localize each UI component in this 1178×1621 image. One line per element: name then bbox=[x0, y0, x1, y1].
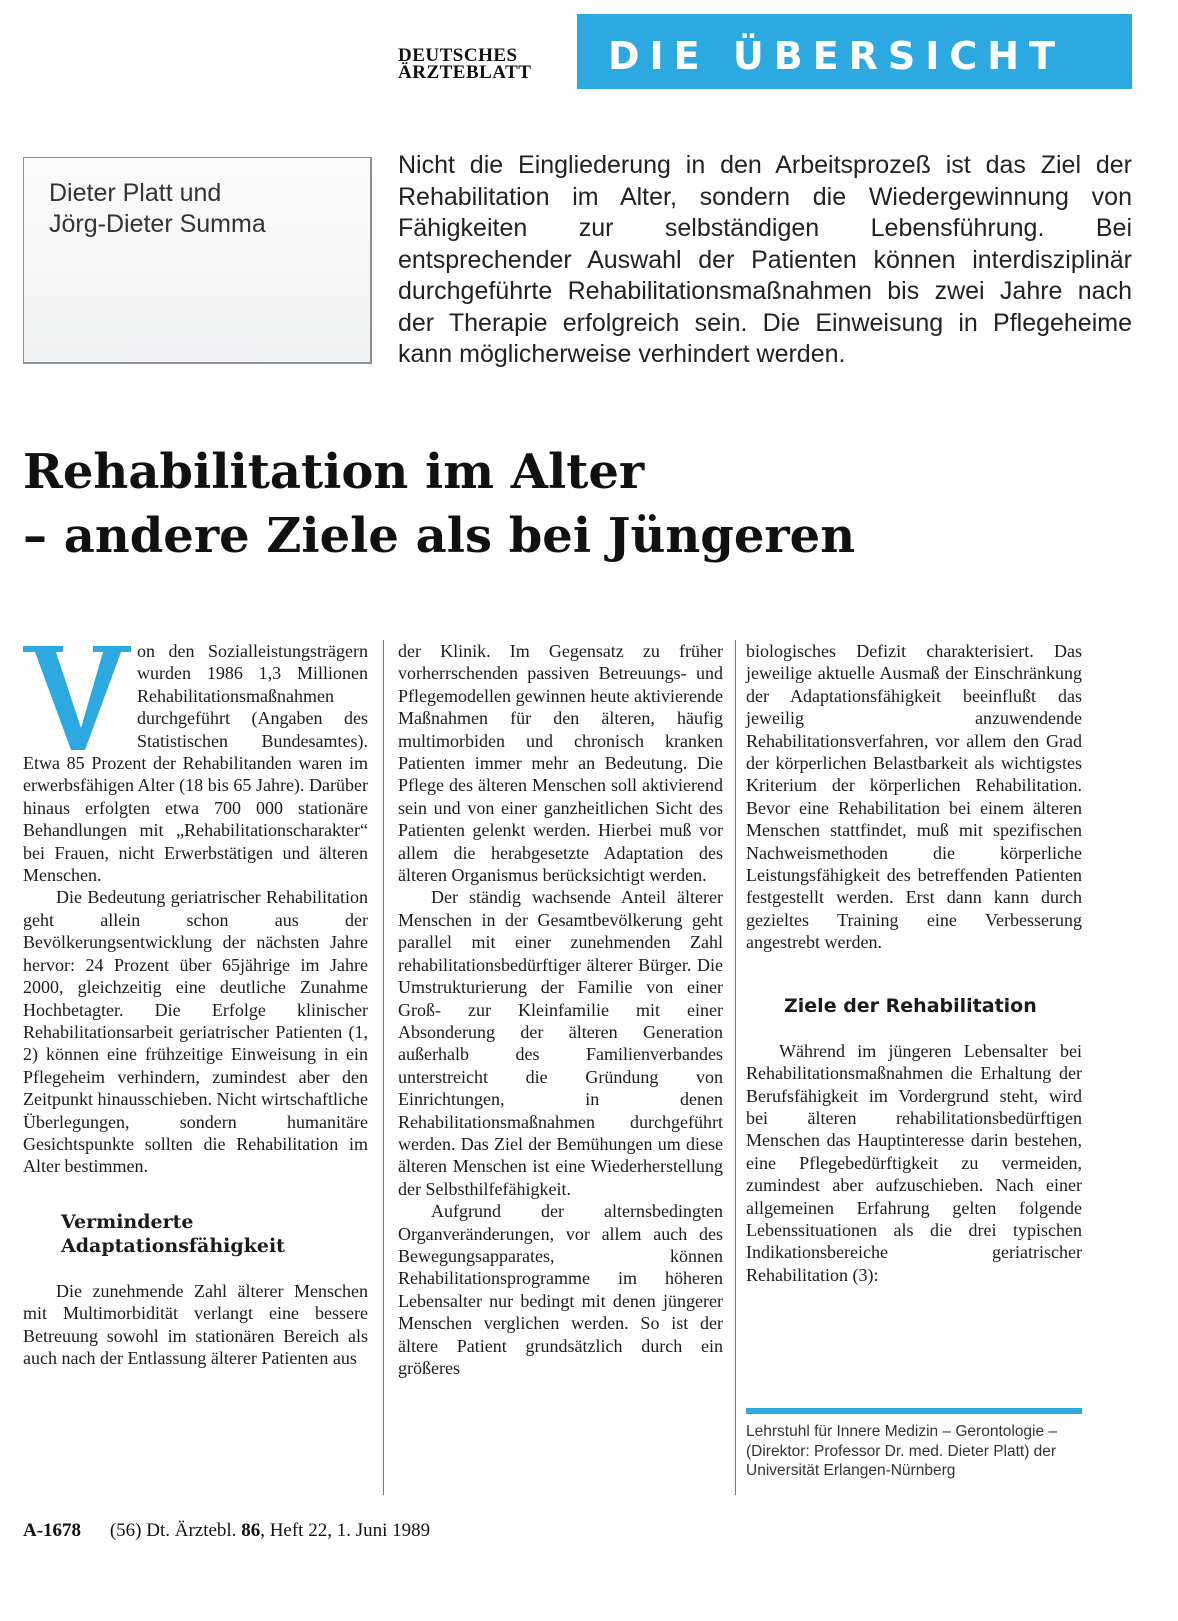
paragraph: on den Sozialleistungsträgern wurden 1986 1,3 Millionen Rehabilitationsmaßnahmen durchgeführt (Angaben des Statistischen Bundesamtes). Etwa 85 Prozent der Rehabilitanden waren im erwerbsfähigen Alter (18 bis 65 Jahre). Darüber hinaus erfolgten etwa 700 000 stationäre Behandlungen mit „Rehabilitationscharakter“ bei Frauen, nicht Erwerbstätigen und älteren Menschen. bbox=[23, 641, 368, 886]
masthead-line2: ÄRZTEBLATT bbox=[398, 62, 532, 83]
masthead-line1: DEUTSCHES bbox=[398, 45, 518, 66]
section-banner bbox=[577, 14, 1132, 89]
paragraph: der Klinik. Im Gegensatz zu früher vorherrschenden passiven Betreuungs- und Pflegemodellen gewinnen heute aktivierende Maßnahmen für den älteren, häufig multimorbiden und chronisch kranken Patienten immer mehr an Bedeutung. Die Pflege des älteren Menschen soll aktivierend sein und von einer ganzheitlichen Sicht des Patienten gelenkt werden. Hierbei muß vor allem die herabgesetzte Adaptation des älteren Organismus berücksichtigt werden. bbox=[398, 641, 723, 886]
affiliation-box bbox=[746, 1408, 1082, 1481]
column-divider-2 bbox=[735, 640, 736, 1495]
section-banner-label: DIE ÜBERSICHT bbox=[608, 34, 1066, 78]
subheading: Ziele der Rehabilitation bbox=[784, 994, 1037, 1017]
title-line1: Rehabilitation im Alter bbox=[23, 444, 645, 500]
affiliation-text: Lehrstuhl für Innere Medizin – Gerontologie – (Direktor: Professor Dr. med. Dieter Platt) der Universität Erlangen-Nürnberg bbox=[746, 1423, 1058, 1479]
subheading-line2: Adaptationsfähigkeit bbox=[61, 1234, 285, 1257]
text-column-2 bbox=[398, 640, 723, 1379]
issue-date: , Heft 22, 1. Juni 1989 bbox=[260, 1520, 431, 1541]
subheading bbox=[61, 1210, 368, 1258]
paragraph: Die zunehmende Zahl älterer Menschen mit Multimorbidität verlangt eine bessere Betreuung sowohl im stationären Bereich als auch nach der Entlassung älterer Patienten aus bbox=[23, 1280, 368, 1368]
paragraph: Die Bedeutung geriatrischer Rehabilitation geht allein schon aus der Bevölkerungsentwicklung der nächsten Jahre hervor: 24 Prozent über 65jährige im Jahre 2000, gleichzeitig eine deutliche Zunahme Hochbetagter. Die Erfolge klinischer Rehabilitationsarbeit geriatrischer Patienten (1, 2) können eine frühzeitige Einweisung in ein Pflegeheim verhindern, zumindest aber den Zeitpunkt hinausschieben. Nicht wirtschaftliche Überlegungen, sondern humanitäre Gesichtspunkte sollten die Rehabilitation im Alter bestimmen. bbox=[23, 887, 368, 1177]
text-column-1 bbox=[23, 640, 368, 1369]
drop-cap bbox=[23, 642, 131, 752]
text-column-3 bbox=[746, 640, 1082, 1286]
journal-masthead bbox=[398, 47, 548, 81]
page-footer bbox=[23, 1520, 430, 1542]
issue-info: (56) Dt. Ärztebl. bbox=[109, 1520, 237, 1541]
column-divider-1 bbox=[383, 640, 384, 1495]
abstract: Nicht die Eingliederung in den Arbeitsprozeß ist das Ziel der Rehabilitation im Alter, sondern die Wiedergewinnung von Fähigkeiten zur selbständigen Lebensführung. Bei entsprechender Auswahl der Patienten können interdisziplinär durchgeführte Rehabilitationsmaßnahmen bis zwei Jahre nach der Therapie erfolgreich sein. Die Einweisung in Pflegeheime kann möglicherweise verhindert werden. bbox=[398, 151, 1132, 368]
article-title bbox=[23, 440, 1123, 568]
paragraph: Aufgrund der alternsbedingten Organveränderungen, vor allem auch des Bewegungsapparates, können Rehabilitationsprogramme im höheren Lebensalter nur bedingt mit denen jüngerer Menschen verglichen werden. So ist der ältere Patient grundsätzlich durch ein größeres bbox=[398, 1201, 723, 1378]
paragraph: Der ständig wachsende Anteil älterer Menschen in der Gesamtbevölkerung geht parallel mit einer zunehmenden Zahl rehabilitationsbedürftiger älterer Bürger. Die Umstrukturierung der Familie von einer Groß- zur Kleinfamilie mit einer Absonderung der älteren Generation außerhalb des Familienverbandes unterstreicht die Gründung von Einrichtungen, in denen Rehabilitationsmaßnahmen durchgeführt werden. Das Ziel der Bemühungen um diese älteren Menschen ist eine Wiederherstellung der Selbsthilfefähigkeit. bbox=[398, 887, 723, 1199]
title-line2: – andere Ziele als bei Jüngeren bbox=[23, 508, 856, 564]
author-names bbox=[49, 178, 266, 240]
author-line1: Dieter Platt und bbox=[49, 179, 222, 207]
volume-number: 86 bbox=[241, 1520, 261, 1541]
author-box bbox=[23, 157, 372, 364]
paragraph: Während im jüngeren Lebensalter bei Rehabilitationsmaßnahmen die Erhaltung der Berufsfähigkeit im Vordergrund steht, wird bei älteren rehabilitationsbedürftigen Menschen das Hauptinteresse darin bestehen, eine Pflegebedürftigkeit zu vermeiden, zumindest aber aufzuschieben. Nach einer allgemeinen Erfahrung gelten folgende Lebenssituationen als die drei typischen Indikationsbereiche geriatrischer Rehabilitation (3): bbox=[746, 1040, 1082, 1285]
page-number: A-1678 bbox=[23, 1520, 82, 1541]
subheading-line1: Verminderte bbox=[61, 1210, 194, 1233]
author-line2: Jörg-Dieter Summa bbox=[49, 210, 266, 238]
paragraph: biologisches Defizit charakterisiert. Das jeweilige aktuelle Ausmaß der Einschränkung der Adaptationsfähigkeit beeinflußt das jeweilig anzuwendende Rehabilitationsverfahren, vor allem den Grad der körperlichen Belastbarkeit als wichtigstes Kriterium der körperlichen Rehabilitation. Bevor eine Rehabilitation bei einem älteren Menschen stattfindet, muß mit spezifischen Nachweismethoden die körperliche Leistungsfähigkeit des betreffenden Patienten festgestellt werden. Erst dann kann durch gezieltes Training eine Verbesserung angestrebt werden. bbox=[746, 641, 1082, 953]
affiliation-bar bbox=[746, 1408, 1082, 1414]
